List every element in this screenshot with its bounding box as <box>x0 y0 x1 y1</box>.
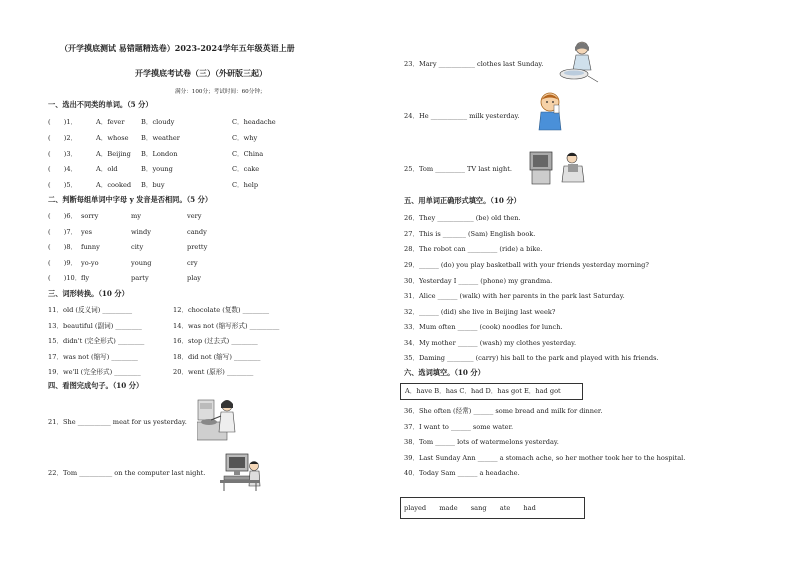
q26: 26．They ___________ (be) old then. <box>404 214 521 222</box>
q30: 30．Yesterday I ______ (phone) my grandma. <box>404 277 553 285</box>
q39: 39．Last Sunday Ann ______ a stomach ache, so her mother took her to the hospital. <box>404 454 686 462</box>
computer-illustration <box>216 450 264 492</box>
q9-word-2: young <box>131 259 152 267</box>
q4-option-c: C．cake <box>232 165 260 173</box>
q5-option-a: A．cooked <box>96 181 132 189</box>
q31: 31．Alice ______ (walk) with her parents in the park last Saturday. <box>404 292 625 300</box>
q18: 18．did not (缩写) ________ <box>173 353 261 361</box>
q10-word-2: party <box>131 274 149 282</box>
q33: 33．Mum often ______ (cook) noodles for lunch. <box>404 323 563 331</box>
tv-illustration <box>528 146 588 186</box>
q5-number: ( )5． <box>48 181 78 189</box>
q9-word-1: yo-yo <box>81 259 99 267</box>
q34: 34．My mother ______ (wash) my clothes yesterday. <box>404 339 577 347</box>
q7-word-2: windy <box>131 228 151 236</box>
q8-word-3: pretty <box>187 243 208 251</box>
q8-word-2: city <box>131 243 144 251</box>
q3-option-b: B．London <box>141 150 178 158</box>
q16: 16．stop (过去式) ________ <box>173 337 258 345</box>
q2-option-c: C．why <box>232 134 258 142</box>
q7-number: ( )7． <box>48 228 78 236</box>
q7-word-3: candy <box>187 228 207 236</box>
exam-meta: 满分：100分；考试时间：60分钟； <box>175 89 266 95</box>
q24: 24．He ___________ milk yesterday. <box>404 112 520 120</box>
q10-number: ( )10． <box>48 274 82 282</box>
q4-number: ( )4． <box>48 165 78 173</box>
q21: 21．She __________ meat for us yesterday. <box>48 418 187 426</box>
section-2-title: 二、判断每组单词中字母 y 发音是否相同。（5 分） <box>48 195 213 204</box>
section-4-title: 四、看图完成句子。（10 分） <box>48 381 144 390</box>
q3-option-a: A．Beijing <box>96 150 131 158</box>
q29: 29．______ (do) you play basketball with your friends yesterday morning? <box>404 261 649 269</box>
q3-number: ( )3． <box>48 150 78 158</box>
computer-picture <box>216 450 264 492</box>
q25: 25．Tom _________ TV last night. <box>404 165 512 173</box>
q13: 13．beautiful (副词) ________ <box>48 322 142 330</box>
q5-option-c: C．help <box>232 181 259 189</box>
q12: 12．chocolate (复数) ________ <box>173 306 270 314</box>
q11: 11．old (反义词) _________ <box>48 306 133 314</box>
q17: 17．was not (缩写) ________ <box>48 353 138 361</box>
q22: 22．Tom __________ on the computer last night. <box>48 469 206 477</box>
cooking-picture <box>197 396 239 442</box>
options-box <box>400 383 583 400</box>
q1-number: ( )1． <box>48 118 78 126</box>
q6-word-2: my <box>131 212 141 220</box>
q35: 35．Daming ________ (carry) his ball to the park and played with his friends. <box>404 354 659 362</box>
q3-option-c: C．China <box>232 150 264 158</box>
q10-word-3: play <box>187 274 201 282</box>
cooking-illustration <box>197 396 239 442</box>
q6-word-1: sorry <box>81 212 99 220</box>
section-6-title: 六、选词填空。（10 分） <box>404 368 485 377</box>
q2-number: ( )2． <box>48 134 78 142</box>
tv-picture <box>528 146 588 186</box>
q1-option-b: B．cloudy <box>141 118 175 126</box>
q9-word-3: cry <box>187 259 198 267</box>
section-5-title: 五、用单词正确形式填空。（10 分） <box>404 196 521 205</box>
q36: 36．She often (经常) ______ some bread and milk for dinner. <box>404 407 603 415</box>
q32: 32．______ (did) she live in Beijing last week? <box>404 308 556 316</box>
q14: 14．was not (缩写形式) _________ <box>173 322 280 330</box>
q38: 38．Tom ______ lots of watermelons yesterday. <box>404 438 559 446</box>
word-bank-box <box>400 497 585 519</box>
q2-option-a: A．whose <box>96 134 129 142</box>
q8-word-1: funny <box>81 243 100 251</box>
exam-title: （开学摸底测试 易错题精选卷）2023-2024学年五年级英语上册 <box>60 43 295 53</box>
milk-illustration <box>534 90 568 134</box>
q19: 19．we'll (完全形式) ________ <box>48 368 141 376</box>
q23: 23．Mary ___________ clothes last Sunday. <box>404 60 544 68</box>
word-bank-text: played made sang ate had <box>404 504 536 512</box>
q4-option-b: B．young <box>141 165 173 173</box>
q4-option-a: A．old <box>96 165 118 173</box>
section-1-title: 一、选出不同类的单词。（5 分） <box>48 100 153 109</box>
q40: 40．Today Sam ______ a headache. <box>404 469 520 477</box>
washing-illustration <box>558 38 602 84</box>
q9-number: ( )9． <box>48 259 78 267</box>
section-3-title: 三、词形转换。（10 分） <box>48 289 129 298</box>
q28: 28．The robot can _________ (ride) a bike. <box>404 245 543 253</box>
q6-number: ( )6． <box>48 212 78 220</box>
options-text: A．have B．has C．had D．has got E．had got <box>405 387 561 395</box>
q15: 15．didn't (完全形式) ________ <box>48 337 145 345</box>
q6-word-3: very <box>187 212 202 220</box>
q7-word-1: yes <box>81 228 93 236</box>
q1-option-c: C．headache <box>232 118 276 126</box>
q20: 20．went (原形) ________ <box>173 368 254 376</box>
q2-option-b: B．weather <box>141 134 180 142</box>
q8-number: ( )8． <box>48 243 78 251</box>
washing-picture <box>558 38 602 84</box>
q37: 37．I want to ______ some water. <box>404 423 514 431</box>
q27: 27．This is _______ (Sam) English book. <box>404 230 536 238</box>
milk-picture <box>534 90 568 134</box>
q10-word-1: fly <box>81 274 90 282</box>
q1-option-a: A．fever <box>96 118 125 126</box>
exam-subtitle: 开学摸底考试卷（三）（外研版三起） <box>135 68 267 78</box>
q5-option-b: B．buy <box>141 181 165 189</box>
